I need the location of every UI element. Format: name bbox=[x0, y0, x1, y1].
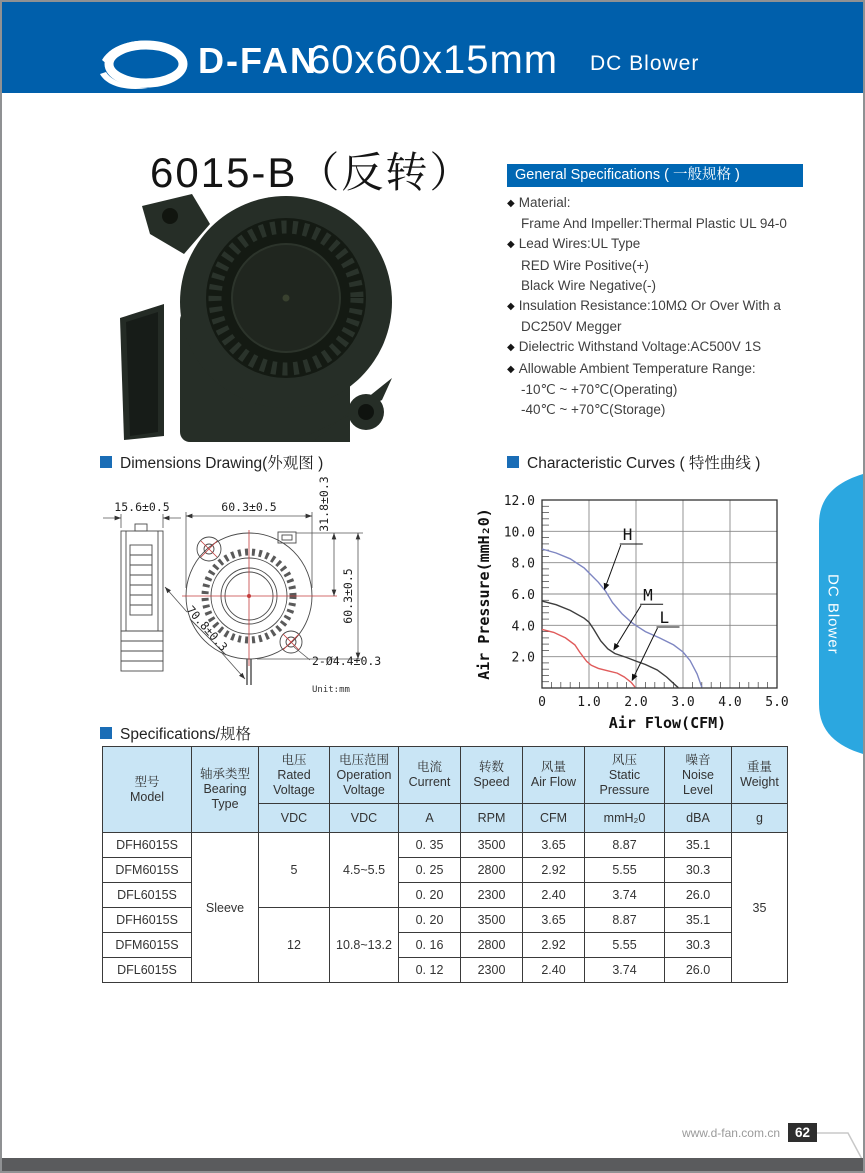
fan-outlet-duct bbox=[120, 304, 164, 440]
curve-H bbox=[542, 549, 702, 687]
svg-text:8.0: 8.0 bbox=[511, 556, 535, 572]
cell-air-flow: 3.65 bbox=[523, 908, 585, 933]
product-photo bbox=[114, 190, 454, 448]
svg-text:5.0: 5.0 bbox=[765, 695, 789, 710]
unit-cfm: CFM bbox=[523, 804, 585, 833]
cell-model: DFH6015S bbox=[103, 908, 192, 933]
section-marker-icon bbox=[100, 456, 112, 468]
cell-current: 0. 20 bbox=[399, 908, 461, 933]
svg-text:M: M bbox=[643, 585, 653, 605]
cell-speed: 2800 bbox=[461, 933, 523, 958]
cell-current: 0. 12 bbox=[399, 958, 461, 983]
characteristic-curves-chart bbox=[472, 468, 822, 732]
d-fan-logo-icon bbox=[98, 38, 193, 90]
top-banner bbox=[2, 2, 863, 93]
svg-text:3.0: 3.0 bbox=[671, 695, 695, 710]
cell-model: DFL6015S bbox=[103, 883, 192, 908]
spec-item: ◆ Insulation Resistance:10MΩ Or Over With a bbox=[507, 298, 781, 314]
cell-air-flow: 2.40 bbox=[523, 883, 585, 908]
side-view bbox=[121, 524, 163, 671]
dimensions-heading: Dimensions Drawing(外观图 ) bbox=[120, 455, 324, 472]
unit-mmh2o: mmH₂0 bbox=[585, 804, 665, 833]
unit-g: g bbox=[732, 804, 788, 833]
col-header-operation-voltage: 电压范围 Operation Voltage bbox=[330, 747, 399, 804]
cell-speed: 3500 bbox=[461, 833, 523, 858]
cell-speed: 3500 bbox=[461, 908, 523, 933]
cell-static-pressure: 8.87 bbox=[585, 833, 665, 858]
cell-model: DFH6015S bbox=[103, 833, 192, 858]
svg-text:1.0: 1.0 bbox=[577, 695, 601, 710]
svg-text:2.0: 2.0 bbox=[624, 695, 648, 710]
cell-weight: 35 bbox=[732, 833, 788, 983]
col-header-weight: 重量 Weight bbox=[732, 747, 788, 804]
dimensions-drawing bbox=[97, 470, 427, 720]
spec-item: -40℃ ~ +70℃(Storage) bbox=[521, 402, 666, 418]
col-header-rated-voltage: 电压 Rated Voltage bbox=[259, 747, 330, 804]
svg-text:H: H bbox=[622, 525, 633, 544]
spec-item: Frame And Impeller:Thermal Plastic UL 94-0 bbox=[521, 216, 787, 232]
cell-air-flow: 3.65 bbox=[523, 833, 585, 858]
cell-bearing: Sleeve bbox=[192, 833, 259, 983]
footer-url: www.d-fan.com.cn bbox=[681, 1126, 780, 1140]
cell-static-pressure: 5.55 bbox=[585, 933, 665, 958]
curve-M bbox=[542, 601, 678, 688]
curves-heading: Characteristic Curves ( 特性曲线 ) bbox=[527, 455, 761, 472]
cell-noise: 35.1 bbox=[665, 833, 732, 858]
cell-static-pressure: 8.87 bbox=[585, 908, 665, 933]
svg-text:L: L bbox=[659, 608, 670, 627]
cell-model: DFM6015S bbox=[103, 858, 192, 883]
cell-current: 0. 35 bbox=[399, 833, 461, 858]
cell-static-pressure: 5.55 bbox=[585, 858, 665, 883]
fan-hub bbox=[232, 244, 340, 352]
product-title: 6015-B（反转） bbox=[150, 149, 474, 196]
specifications-heading: Specifications/规格 bbox=[120, 726, 251, 743]
svg-text:10.0: 10.0 bbox=[503, 525, 535, 541]
col-header-model: 型号 Model bbox=[103, 747, 192, 833]
diamond-bullet-icon: ◆ bbox=[507, 301, 515, 313]
cell-operation-voltage: 10.8~13.2 bbox=[330, 908, 399, 983]
unit-a: A bbox=[399, 804, 461, 833]
cell-static-pressure: 3.74 bbox=[585, 883, 665, 908]
cell-speed: 2800 bbox=[461, 858, 523, 883]
spec-item: ◆ Material: bbox=[507, 195, 571, 210]
diamond-bullet-icon: ◆ bbox=[507, 342, 515, 354]
svg-text:2.0: 2.0 bbox=[511, 650, 535, 666]
spec-item: ◆ Dielectric Withstand Voltage:AC500V 1S bbox=[507, 339, 762, 355]
cell-current: 0. 16 bbox=[399, 933, 461, 958]
cell-model: DFL6015S bbox=[103, 958, 192, 983]
spec-item: RED Wire Positive(+) bbox=[521, 257, 649, 273]
cell-noise: 26.0 bbox=[665, 883, 732, 908]
svg-text:Air Pressure(mmH₂0): Air Pressure(mmH₂0) bbox=[475, 508, 493, 680]
bottom-bar bbox=[2, 1158, 863, 1171]
dim-unit: Unit:mm bbox=[312, 685, 350, 695]
cell-noise: 26.0 bbox=[665, 958, 732, 983]
product-category-label: DC Blower bbox=[590, 52, 700, 75]
spec-item: Black Wire Negative(-) bbox=[521, 277, 657, 293]
dc-blower-side-tab: DC Blower bbox=[824, 573, 842, 655]
svg-text:0: 0 bbox=[538, 695, 546, 710]
col-header-speed: 转数 Speed bbox=[461, 747, 523, 804]
unit-vdc: VDC bbox=[259, 804, 330, 833]
diamond-bullet-icon: ◆ bbox=[507, 363, 515, 375]
cell-rated-voltage: 5 bbox=[259, 833, 330, 908]
dim-holes: 2-Ø4.4±0.3 bbox=[312, 654, 382, 668]
col-header-static-pressure: 风压 Static Pressure bbox=[585, 747, 665, 804]
cell-air-flow: 2.40 bbox=[523, 958, 585, 983]
svg-text:4.0: 4.0 bbox=[718, 695, 742, 710]
cell-speed: 2300 bbox=[461, 958, 523, 983]
specifications-section-title bbox=[100, 722, 251, 744]
dim-diagonal: 70.8±0.3 bbox=[183, 602, 231, 654]
cell-air-flow: 2.92 bbox=[523, 933, 585, 958]
spec-item: ◆ Lead Wires:UL Type bbox=[507, 236, 641, 252]
cell-current: 0. 25 bbox=[399, 858, 461, 883]
page-number-badge: 62 bbox=[788, 1123, 817, 1142]
spec-item: ◆ Allowable Ambient Temperature Range: bbox=[507, 360, 756, 376]
cell-static-pressure: 3.74 bbox=[585, 958, 665, 983]
cell-speed: 2300 bbox=[461, 883, 523, 908]
unit-dba: dBA bbox=[665, 804, 732, 833]
svg-text:6.0: 6.0 bbox=[511, 588, 535, 603]
cell-noise: 35.1 bbox=[665, 908, 732, 933]
dim-side-width: 15.6±0.5 bbox=[114, 500, 170, 514]
unit-vdc: VDC bbox=[330, 804, 399, 833]
svg-text:12.0: 12.0 bbox=[503, 494, 535, 509]
diamond-bullet-icon: ◆ bbox=[507, 239, 515, 251]
cell-model: DFM6015S bbox=[103, 933, 192, 958]
table-row bbox=[103, 833, 788, 858]
cell-rated-voltage: 12 bbox=[259, 908, 330, 983]
col-header-air-flow: 风量 Air Flow bbox=[523, 747, 585, 804]
dimension-labels bbox=[114, 476, 381, 695]
cell-air-flow: 2.92 bbox=[523, 858, 585, 883]
svg-text:Air Flow(CFM): Air Flow(CFM) bbox=[608, 714, 727, 732]
col-header-current: 电流 Current bbox=[399, 747, 461, 804]
spec-item: DC250V Megger bbox=[521, 319, 622, 335]
cell-noise: 30.3 bbox=[665, 858, 732, 883]
section-marker-icon bbox=[507, 456, 519, 468]
cell-noise: 30.3 bbox=[665, 933, 732, 958]
dim-front-height: 60.3±0.5 bbox=[341, 568, 355, 624]
cell-operation-voltage: 4.5~5.5 bbox=[330, 833, 399, 908]
svg-text:4.0: 4.0 bbox=[511, 619, 535, 635]
col-header-bearing: 轴承类型 Bearing Type bbox=[192, 747, 259, 833]
brand-name: D-FAN bbox=[198, 40, 318, 81]
section-marker-icon bbox=[100, 727, 112, 739]
col-header-noise: 噪音 Noise Level bbox=[665, 747, 732, 804]
dim-half-height: 31.8±0.3 bbox=[317, 476, 331, 532]
cell-current: 0. 20 bbox=[399, 883, 461, 908]
spec-item: -10℃ ~ +70℃(Operating) bbox=[521, 381, 678, 397]
specifications-table bbox=[102, 746, 788, 983]
unit-rpm: RPM bbox=[461, 804, 523, 833]
general-specs-list bbox=[507, 193, 837, 420]
diamond-bullet-icon: ◆ bbox=[507, 198, 515, 209]
dim-front-width: 60.3±0.5 bbox=[221, 500, 277, 514]
fan-size-label: 60x60x15mm bbox=[308, 38, 559, 82]
general-specs-heading: General Specifications ( 一般规格 ) bbox=[507, 164, 803, 187]
